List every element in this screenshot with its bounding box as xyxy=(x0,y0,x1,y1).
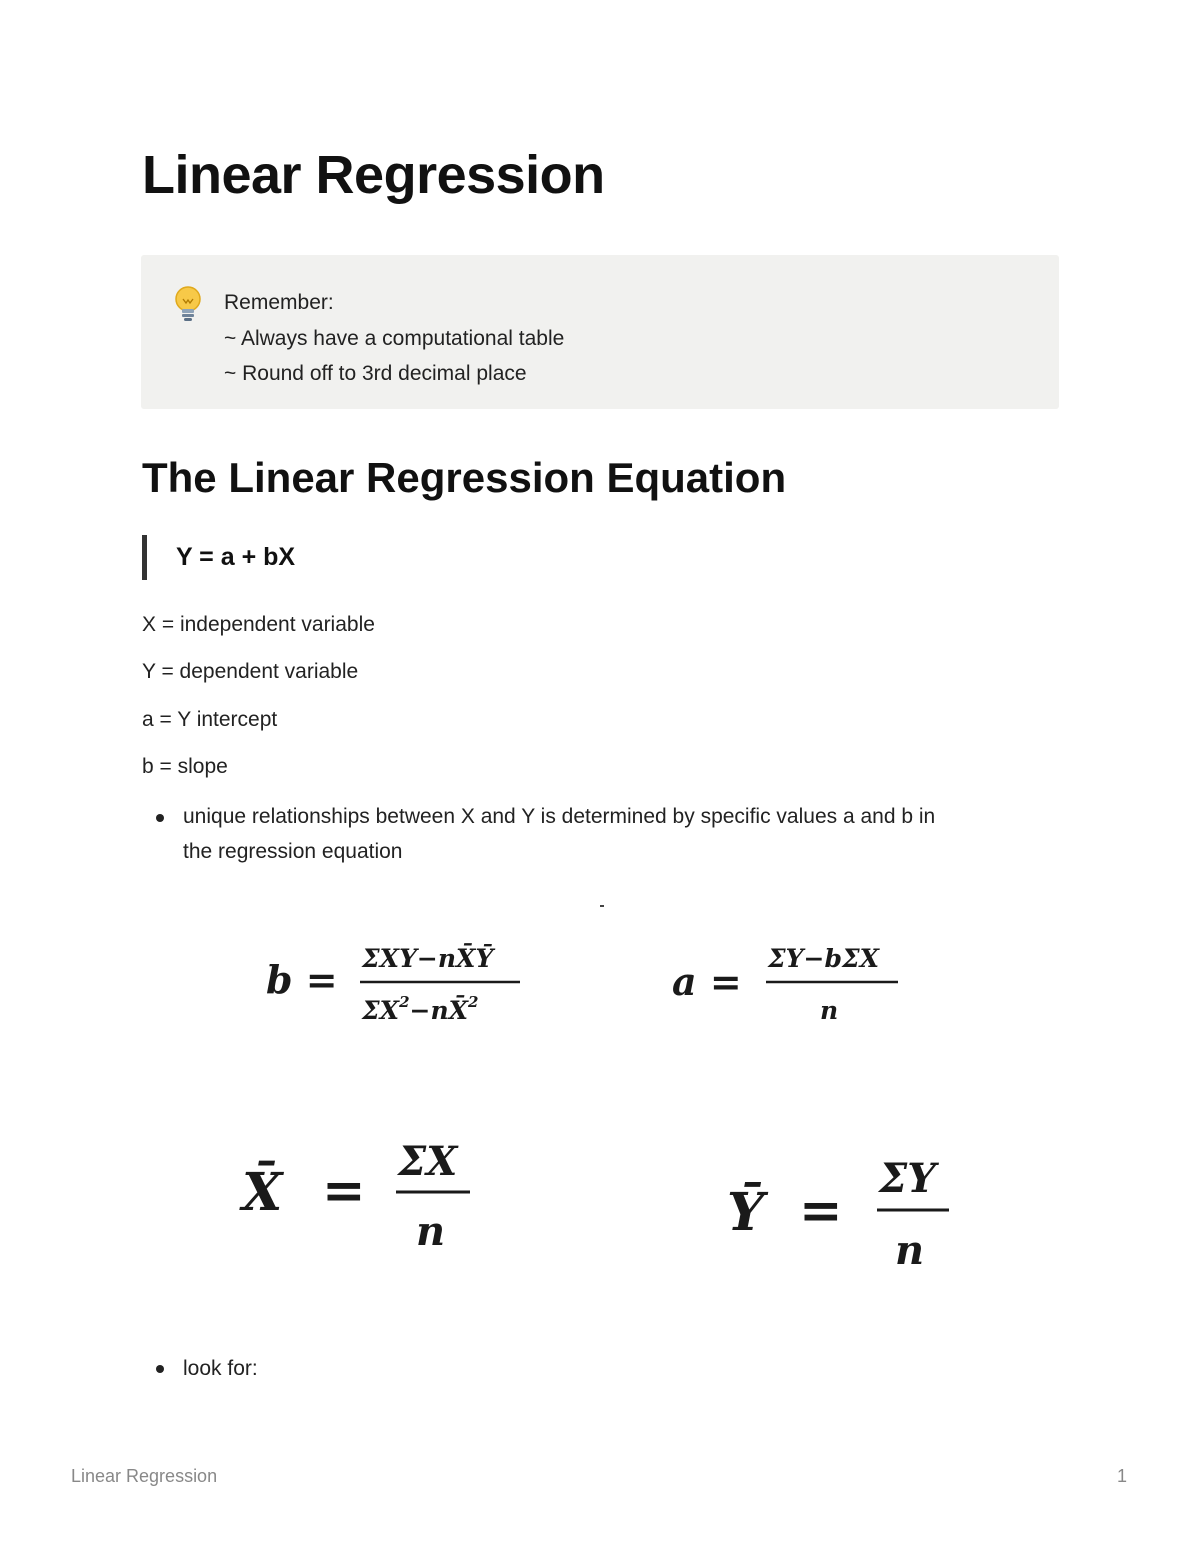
lightbulb-icon xyxy=(171,285,205,325)
bullet-dot xyxy=(156,814,164,822)
formula-a-lhs: a = xyxy=(672,959,742,1004)
definition-y: Y = dependent variable xyxy=(142,660,359,683)
equation-quote: Y = a + bX xyxy=(142,535,295,580)
formula-b-lhs: b = xyxy=(266,957,338,1002)
definition-a: a = Y intercept xyxy=(142,708,278,731)
formula-xbar-lhs: X̄ xyxy=(242,1162,283,1223)
callout-line: Remember: xyxy=(224,291,334,314)
bullet-line: the regression equation xyxy=(183,840,403,863)
definition-b: b = slope xyxy=(142,755,228,778)
formula-xbar-numerator: ΣX xyxy=(398,1138,458,1185)
bullet-dot xyxy=(156,1365,164,1373)
formula-xbar-denominator: n xyxy=(416,1208,446,1255)
formula-xbar-eq: = xyxy=(322,1160,366,1221)
formula-a-denominator: n xyxy=(820,996,839,1025)
callout-text xyxy=(224,285,564,392)
bullet-line: unique relationships between X and Y is determined by specific values a and b in xyxy=(183,805,936,828)
formula-xbar xyxy=(230,1120,490,1275)
formula-ybar-eq: = xyxy=(799,1180,843,1241)
formula-a xyxy=(668,935,908,1040)
footer-title: Linear Regression xyxy=(71,1466,218,1486)
callout-line: ~ Always have a computational table xyxy=(224,326,565,350)
bullet-item xyxy=(183,799,935,869)
formula-b-numerator: ΣXY−nX̄Ȳ xyxy=(362,944,494,973)
page-title: Linear Regression xyxy=(142,145,605,205)
bullet-look-for: look for: xyxy=(183,1357,258,1380)
formula-b xyxy=(262,935,532,1040)
section-heading: The Linear Regression Equation xyxy=(142,454,787,501)
callout-line: ~ Round off to 3rd decimal place xyxy=(224,362,527,385)
formula-ybar-lhs: Ȳ xyxy=(727,1182,765,1243)
stray-mark xyxy=(600,905,604,907)
remember-callout xyxy=(141,255,1059,409)
formula-a-numerator: ΣY−bΣX xyxy=(768,944,880,973)
formula-b-denominator: $\Sigma X^2-nX̄^2$ xyxy=(362,993,479,1025)
formula-ybar-numerator: ΣY xyxy=(879,1155,936,1202)
footer-page-number: 1 xyxy=(1117,1466,1128,1486)
definition-x: X = independent variable xyxy=(142,613,375,636)
formula-ybar xyxy=(715,1140,965,1295)
formula-ybar-denominator: n xyxy=(895,1227,925,1274)
